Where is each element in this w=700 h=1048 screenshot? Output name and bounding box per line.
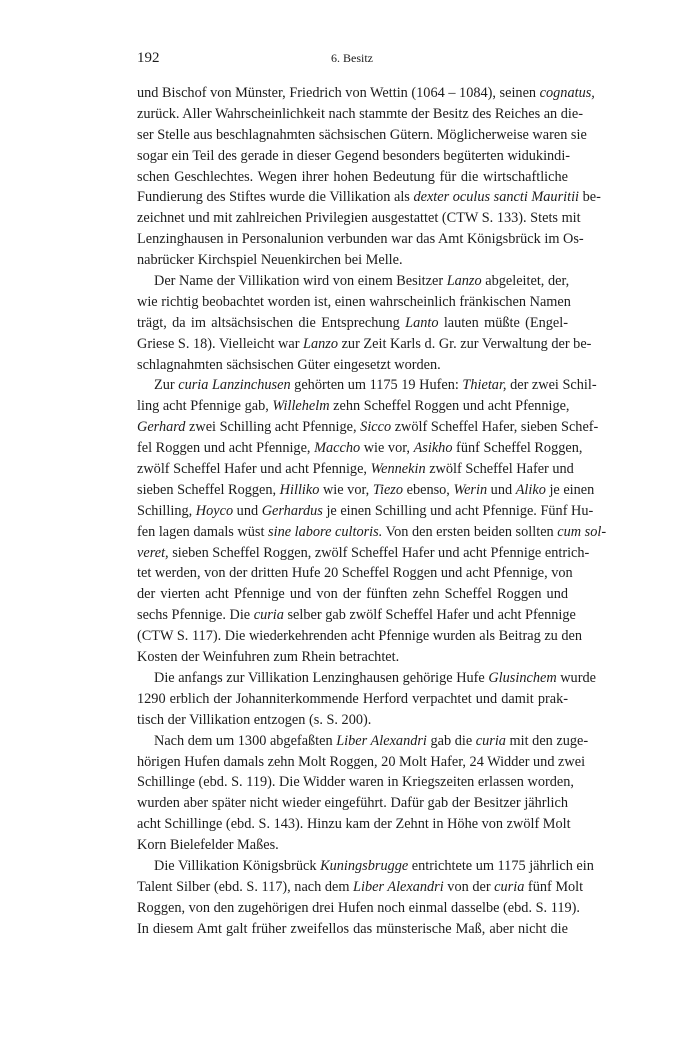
text-line bbox=[137, 438, 583, 459]
text-line bbox=[137, 919, 568, 940]
italic-term: Hoyco bbox=[195, 502, 234, 519]
text-run: je einen Schilling und acht Pfennige. Fünf Hu- bbox=[322, 502, 594, 519]
running-head: 6. Besitz bbox=[331, 51, 373, 65]
text-line bbox=[137, 187, 601, 208]
text-line bbox=[137, 835, 568, 856]
text-run: tet werden, von der dritten Hufe 20 Scheffel Roggen und acht Pfennige, von bbox=[137, 565, 573, 582]
text-line bbox=[137, 229, 584, 250]
text-line bbox=[137, 584, 568, 605]
italic-term: Sicco bbox=[360, 419, 392, 436]
italic-term: Lanzo bbox=[446, 273, 482, 290]
text-line bbox=[137, 480, 595, 501]
text-line bbox=[137, 563, 573, 584]
text-line bbox=[137, 355, 568, 376]
text-run: tisch der Villikation entzogen (s. S. 200). bbox=[137, 711, 372, 728]
italic-term: Hilliko bbox=[279, 481, 320, 498]
text-line bbox=[137, 167, 568, 188]
text-run: ser Stelle aus beschlagnahmten sächsischen Gütern. Möglicherweise waren sie bbox=[137, 126, 587, 143]
italic-term: curia Lanzinchusen bbox=[178, 377, 291, 394]
italic-term: Thietar, bbox=[462, 377, 507, 394]
text-run: Nach dem um 1300 abgefaßten bbox=[154, 732, 337, 749]
italic-term: Aliko bbox=[515, 481, 546, 498]
text-run: mit den zuge- bbox=[505, 732, 589, 749]
text-line bbox=[137, 898, 580, 919]
text-run: wie richtig beobachtet worden ist, einen wahrscheinlich fränkischen Namen bbox=[137, 293, 571, 310]
text-run: be- bbox=[579, 189, 601, 206]
text-run: von der bbox=[443, 878, 495, 895]
text-run: fel Roggen und acht Pfennige, bbox=[137, 440, 315, 457]
italic-term: dexter oculus sancti Mauritii bbox=[413, 189, 580, 206]
text-run: Der Name der Villikation wird von einem Besitzer bbox=[154, 273, 447, 290]
text-run: zwölf Scheffel Hafer und bbox=[425, 461, 574, 478]
text-line bbox=[137, 83, 595, 104]
text-line bbox=[137, 250, 568, 271]
italic-term: Lanto bbox=[405, 314, 439, 331]
text-line bbox=[137, 522, 607, 543]
text-run: trägt, da im altsächsischen die Entsprechung bbox=[137, 314, 406, 331]
text-run: wie vor, bbox=[319, 481, 373, 498]
text-run: selber gab zwölf Scheffel Hafer und acht Pfennige bbox=[283, 607, 576, 624]
text-line bbox=[137, 104, 584, 125]
text-line bbox=[137, 856, 594, 877]
text-run: wie vor, bbox=[360, 440, 414, 457]
text-run: Von den ersten beiden sollten bbox=[382, 523, 558, 540]
text-line bbox=[137, 710, 568, 731]
italic-term: curia bbox=[253, 607, 284, 624]
italic-term: Willehelm bbox=[272, 398, 330, 415]
text-run: wurde bbox=[556, 669, 596, 686]
text-run: ling acht Pfennige gab, bbox=[137, 398, 273, 415]
text-line bbox=[137, 689, 568, 710]
text-line bbox=[137, 877, 584, 898]
text-run: abgeleitet, der, bbox=[481, 273, 570, 290]
text-run: 1290 erblich der Johanniterkommende Herford verpachtet und damit prak- bbox=[137, 690, 568, 707]
italic-term: Liber Alexandri bbox=[353, 878, 444, 895]
italic-term: cum sol- bbox=[557, 523, 607, 540]
text-run: der vierten acht Pfennige und von der fünften zehn Scheffel Roggen und bbox=[137, 586, 568, 603]
text-line bbox=[137, 731, 589, 752]
text-line bbox=[137, 605, 576, 626]
text-run: zwei Schilling acht Pfennige, bbox=[185, 419, 361, 436]
text-run: schlagnahmten sächsischen Güter eingesetzt worden. bbox=[137, 356, 441, 373]
text-run: Zur bbox=[154, 377, 179, 394]
text-run: Griese S. 18). Vielleicht war bbox=[137, 335, 304, 352]
text-run: ebenso, bbox=[403, 481, 454, 498]
italic-term: Wennekin bbox=[370, 461, 426, 478]
page-header bbox=[137, 50, 567, 70]
text-run: Schilling, bbox=[137, 502, 196, 519]
text-run: Roggen, von den zugehörigen drei Hufen noch einmal dasselbe (ebd. S. 119). bbox=[137, 899, 580, 916]
text-line bbox=[137, 375, 597, 396]
text-run: je einen bbox=[545, 481, 595, 498]
text-line bbox=[137, 793, 568, 814]
text-run: sieben Scheffel Roggen, bbox=[137, 481, 280, 498]
text-line bbox=[137, 626, 583, 647]
text-line bbox=[137, 396, 568, 417]
text-line bbox=[137, 417, 599, 438]
italic-term: Lanzo bbox=[303, 335, 338, 352]
text-run: Fundierung des Stiftes wurde die Villikation als bbox=[137, 189, 414, 206]
body-text bbox=[137, 83, 607, 940]
text-run: sechs Pfennige. Die bbox=[137, 607, 254, 624]
italic-term: Maccho bbox=[314, 440, 361, 457]
text-run: und Bischof von Münster, Friedrich von Wettin (1064 – 1084), seinen bbox=[137, 85, 540, 101]
italic-term: Kuningsbrugge bbox=[320, 857, 409, 874]
text-run: Kosten der Weinfuhren zum Rhein betrachtet. bbox=[137, 649, 400, 666]
text-run: gehörten um 1175 19 Hufen: bbox=[290, 377, 463, 394]
text-line bbox=[137, 501, 594, 522]
text-run: (CTW S. 117). Die wiederkehrenden acht Pfennige wurden als Beitrag zu den bbox=[137, 628, 583, 645]
text-line bbox=[137, 752, 586, 773]
text-line bbox=[137, 668, 596, 689]
text-run: Schillinge (ebd. S. 119). Die Widder waren in Kriegszeiten erlassen worden, bbox=[137, 774, 574, 791]
text-line bbox=[137, 208, 581, 229]
text-line bbox=[137, 146, 571, 167]
text-run: Lenzinghausen in Personalunion verbunden war das Amt Königsbrück im Os- bbox=[137, 231, 584, 248]
italic-term: veret, bbox=[137, 544, 169, 561]
italic-term: Tiezo bbox=[372, 481, 404, 498]
text-line bbox=[137, 814, 571, 835]
text-run: fünf Scheffel Roggen, bbox=[452, 440, 583, 457]
text-line bbox=[137, 292, 571, 313]
text-run: zwölf Scheffel Hafer, sieben Schef- bbox=[391, 419, 599, 436]
italic-term: curia bbox=[494, 878, 525, 895]
text-run: entrichtete um 1175 jährlich ein bbox=[408, 857, 594, 874]
text-run: schen Geschlechtes. Wegen ihrer hohen Bedeutung für die wirtschaftliche bbox=[137, 168, 568, 185]
italic-term: Liber Alexandri bbox=[336, 732, 427, 749]
text-run: sogar ein Teil des gerade in dieser Gegend besonders begüterten widukindi- bbox=[137, 147, 571, 164]
italic-term: sine labore cultoris. bbox=[268, 523, 383, 540]
text-run: hörigen Hufen damals zehn Molt Roggen, 20 Molt Hafer, 24 Widder und zwei bbox=[137, 753, 586, 770]
italic-term: Gerhard bbox=[137, 419, 186, 436]
text-line bbox=[137, 543, 590, 564]
text-run: Talent Silber (ebd. S. 117), nach dem bbox=[137, 878, 354, 895]
italic-term: Werin bbox=[453, 481, 488, 498]
page-number: 192 bbox=[137, 50, 160, 66]
italic-term: Gerhardus bbox=[261, 502, 323, 519]
text-run: Korn Bielefelder Maßes. bbox=[137, 837, 279, 854]
text-run: Die anfangs zur Villikation Lenzinghausen gehörige Hufe bbox=[154, 669, 489, 686]
italic-term: cognatus, bbox=[539, 85, 595, 101]
text-run: zwölf Scheffel Hafer und acht Pfennige, bbox=[137, 461, 371, 478]
text-line bbox=[137, 271, 568, 292]
text-run: In diesem Amt galt früher zweifellos das münsterische Maß, aber nicht die bbox=[137, 920, 568, 937]
italic-term: curia bbox=[475, 732, 506, 749]
italic-term: Asikho bbox=[413, 440, 453, 457]
text-run: und bbox=[487, 481, 516, 498]
text-run: zehn Scheffel Roggen und acht Pfennige, bbox=[329, 398, 570, 415]
text-run: wurden aber später nicht wieder eingeführt. Dafür gab der Besitzer jährlich bbox=[137, 795, 568, 812]
text-run: acht Schillinge (ebd. S. 143). Hinzu kam der Zehnt in Höhe von zwölf Molt bbox=[137, 816, 571, 833]
italic-term: Glusinchem bbox=[488, 669, 557, 686]
text-line bbox=[137, 125, 587, 146]
text-run: zur Zeit Karls d. Gr. zur Verwaltung der be- bbox=[338, 335, 592, 352]
text-run: zurück. Aller Wahrscheinlichkeit nach stammte der Besitz des Reiches an die- bbox=[137, 105, 584, 122]
text-run: zeichnet und mit zahlreichen Privilegien ausgestattet (CTW S. 133). Stets mit bbox=[137, 210, 581, 227]
text-run: fünf Molt bbox=[524, 878, 584, 895]
text-line bbox=[137, 459, 574, 480]
text-run: lauten müßte (Engel- bbox=[438, 314, 568, 331]
text-run: gab die bbox=[426, 732, 476, 749]
text-run: nabrücker Kirchspiel Neuenkirchen bei Melle. bbox=[137, 252, 403, 269]
text-run: sieben Scheffel Roggen, zwölf Scheffel Hafer und acht Pfennige entrich- bbox=[168, 544, 590, 561]
text-run: fen lagen damals wüst bbox=[137, 523, 269, 540]
text-line bbox=[137, 647, 568, 668]
text-line bbox=[137, 334, 592, 355]
text-run: und bbox=[233, 502, 262, 519]
text-run: der zwei Schil- bbox=[506, 377, 597, 394]
text-run: Die Villikation Königsbrück bbox=[154, 857, 321, 874]
text-line bbox=[137, 313, 568, 334]
text-line bbox=[137, 772, 574, 793]
